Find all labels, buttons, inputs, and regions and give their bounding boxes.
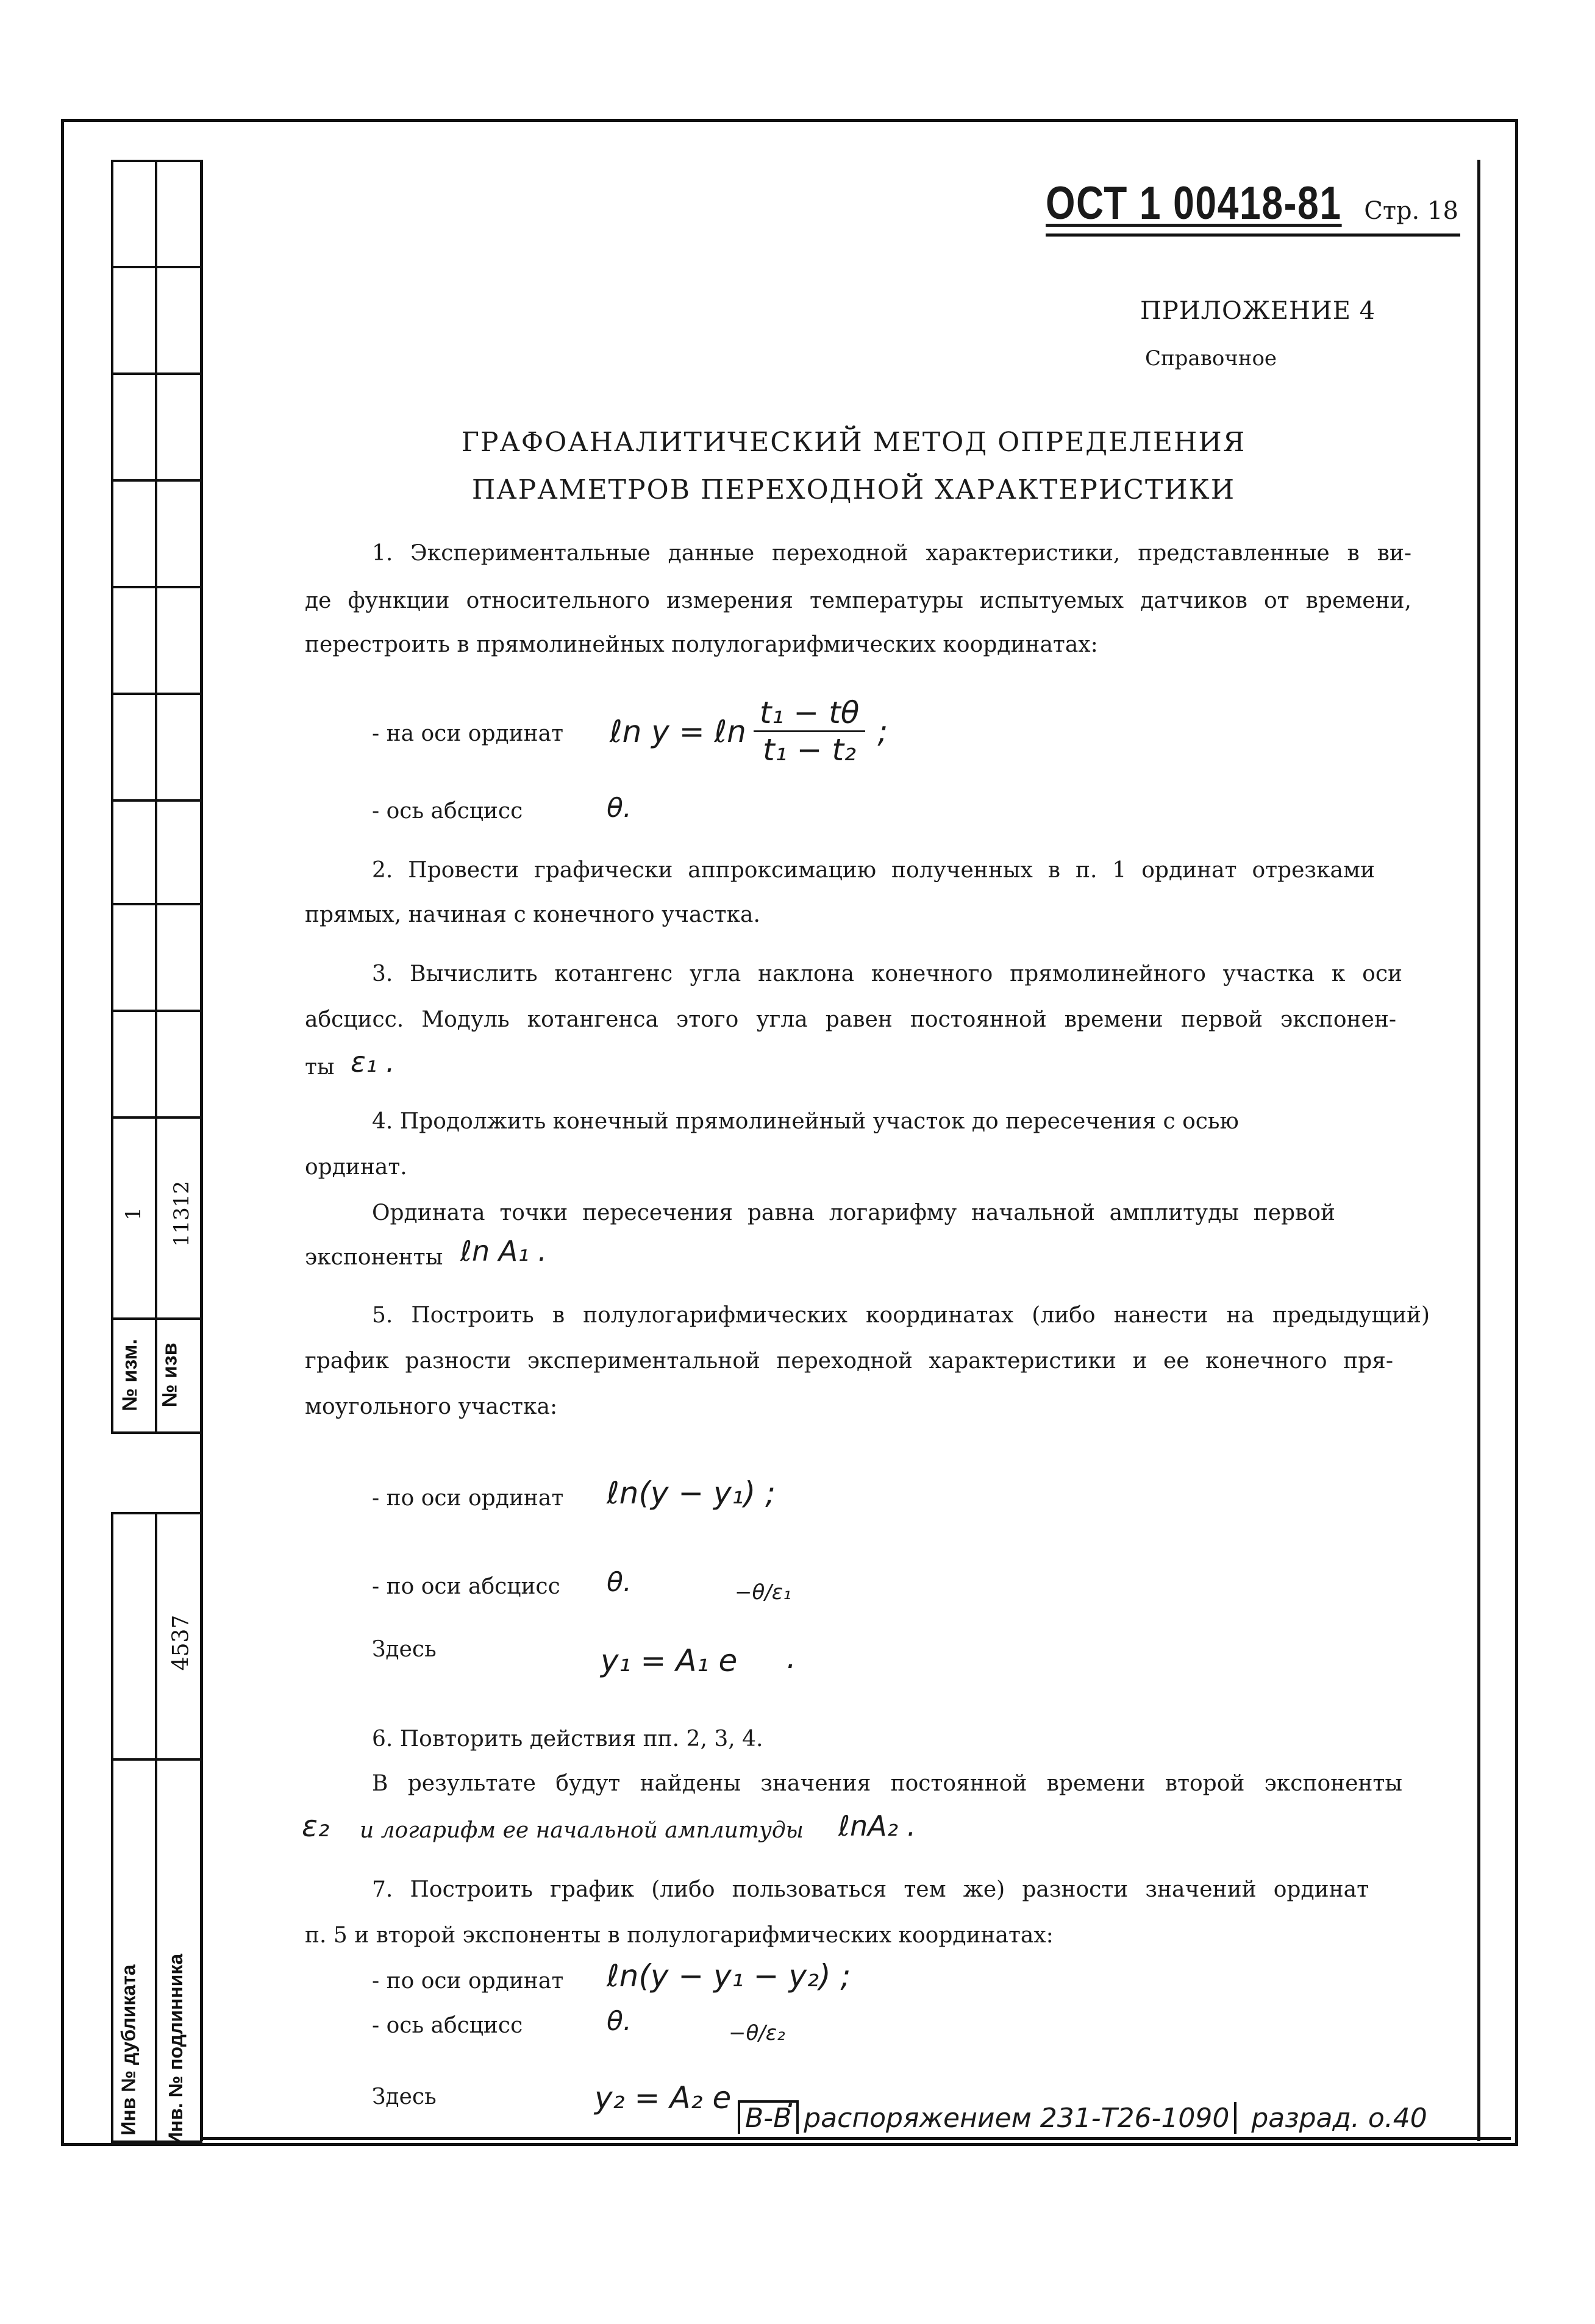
- abscissa-symbol: θ.: [607, 793, 632, 824]
- p6-line-2: В результате будут найдены значения постоянной времени второй экспоненты: [372, 1771, 1402, 1796]
- change-number-label: № изм.: [118, 1339, 141, 1411]
- appendix-label: ПРИЛОЖЕНИЕ 4: [1140, 297, 1376, 325]
- p6-epsilon2-symbol: ε₂: [302, 1809, 330, 1844]
- ordinate-semicolon: ;: [877, 713, 888, 749]
- appendix-type: Справочное: [1145, 346, 1277, 371]
- p5-abscissa-symbol: θ.: [607, 1567, 632, 1598]
- p6-line-1: 6. Повторить действия пп. 2, 3, 4.: [372, 1727, 763, 1752]
- amendment-separator: [1234, 2102, 1246, 2134]
- p5-y1-formula: y₁ = A₁ e: [601, 1643, 738, 1678]
- document-code: ОСТ 1 00418-81: [1046, 177, 1342, 229]
- p1-line-1: 1. Экспериментальные данные переходной характеристики, представленные в ви-: [372, 541, 1411, 566]
- fraction-denominator: t₁ − t₂: [763, 732, 857, 768]
- p7-ordinate-formula: ℓn(y − y₁ − y₂) ;: [607, 1958, 851, 1994]
- p5-line-1: 5. Построить в полулогарифмических координатах (либо нанести на предыдущий): [372, 1303, 1430, 1328]
- p5-y1-exponent: −θ/ε₁: [735, 1580, 791, 1605]
- ordinate-formula: [610, 695, 888, 768]
- p5-line-3: моугольного участка:: [305, 1394, 558, 1419]
- p7-y2-exponent: −θ/ε₂: [729, 2021, 785, 2045]
- amendment-stamp: [738, 2100, 1506, 2134]
- change-number-value: 1: [121, 1207, 146, 1221]
- p4-line-2: ординат.: [305, 1155, 407, 1180]
- p7-abscissa-symbol: θ.: [607, 2006, 632, 2037]
- original-inventory-label: Инв. № подлинника: [165, 1953, 187, 2147]
- p7-line-2: п. 5 и второй экспоненты в полулогарифмических координатах:: [305, 1923, 1054, 1948]
- amendment-text: распоряжением 231-Т26-1090: [804, 2103, 1230, 2134]
- p1-line-2: де функции относительного измерения температуры испытуемых датчиков от времени,: [305, 588, 1411, 613]
- p7-abscissa-label: - ось абсцисс: [372, 2013, 523, 2038]
- p7-ordinate-label: - по оси ординат: [372, 1969, 564, 1994]
- notice-number-value: 11312: [169, 1180, 194, 1247]
- p4-line-1: 4. Продолжить конечный прямолинейный участок до пересечения с осью: [372, 1109, 1239, 1134]
- p7-y2-formula: y₂ = A₂ e: [594, 2080, 732, 2115]
- p3-line-1: 3. Вычислить котангенс угла наклона конечного прямолинейного участка к оси: [372, 961, 1402, 986]
- p5-y1-dot: .: [787, 1640, 796, 1675]
- page-number: Стр. 18: [1364, 197, 1458, 225]
- original-inventory-value: 4537: [168, 1614, 194, 1671]
- p4-line-3: Ордината точки пересечения равна логарифму начальной амплитуды первой: [372, 1200, 1335, 1225]
- p4-ln-a1-symbol: ℓn A₁ .: [460, 1235, 547, 1267]
- p1-line-3: перестроить в прямолинейных полулогарифмических координатах:: [305, 632, 1098, 657]
- title-line-2: ПАРАМЕТРОВ ПЕРЕХОДНОЙ ХАРАКТЕРИСТИКИ: [471, 474, 1236, 505]
- document-header: [1046, 177, 1460, 237]
- bottom-rule: [200, 2137, 1511, 2140]
- p6-ln-a2-symbol: ℓnA₂ .: [838, 1809, 916, 1842]
- margin-strip-inventory: [111, 1512, 202, 2147]
- fraction-numerator: t₁ − tθ: [754, 695, 866, 732]
- ordinate-formula-left: ℓn y = ℓn: [610, 713, 746, 749]
- abscissa-label: - ось абсцисс: [372, 799, 523, 824]
- duplicate-inventory-label: Инв № дубликата: [117, 1964, 140, 2136]
- margin-strip-changes: [111, 160, 202, 1434]
- p2-line-2: прямых, начиная с конечного участка.: [305, 902, 760, 927]
- p5-line-2: график разности экспериментальной переходной характеристики и ее конечного пря-: [305, 1349, 1393, 1374]
- p2-line-1: 2. Провести графически аппроксимацию полученных в п. 1 ординат отрезками: [372, 858, 1375, 883]
- title-line-1: ГРАФОАНАЛИТИЧЕСКИЙ МЕТОД ОПРЕДЕЛЕНИЯ: [461, 427, 1246, 458]
- p7-y2-dot: .: [787, 2079, 796, 2114]
- notice-number-label: № изв: [158, 1342, 182, 1408]
- p4-line-4: экспоненты: [305, 1245, 443, 1270]
- p7-line-1: 7. Построить график (либо пользоваться тем же) разности значений ординат: [372, 1877, 1369, 1902]
- p3-line-2: абсцисс. Модуль котангенса этого угла равен постоянной времени первой экспонен-: [305, 1007, 1396, 1032]
- p3-epsilon-symbol: ε₁ .: [351, 1046, 395, 1078]
- p5-ordinate-label: - по оси ординат: [372, 1486, 564, 1511]
- p7-here-label: Здесь: [372, 2084, 437, 2109]
- ordinate-label: - на оси ординат: [372, 721, 564, 746]
- p5-ordinate-formula: ℓn(y − y₁) ;: [607, 1475, 776, 1511]
- p5-abscissa-label: - по оси абсцисс: [372, 1574, 560, 1599]
- p3-line-3: ты: [305, 1055, 335, 1080]
- ordinate-formula-fraction: [754, 695, 866, 768]
- amendment-tail: разрад. о.40: [1251, 2103, 1427, 2134]
- p6-line-3: и логарифм ее начальной амплитуды: [360, 1818, 804, 1843]
- amendment-code: В-В: [738, 2100, 799, 2134]
- p5-here-label: Здесь: [372, 1637, 437, 1662]
